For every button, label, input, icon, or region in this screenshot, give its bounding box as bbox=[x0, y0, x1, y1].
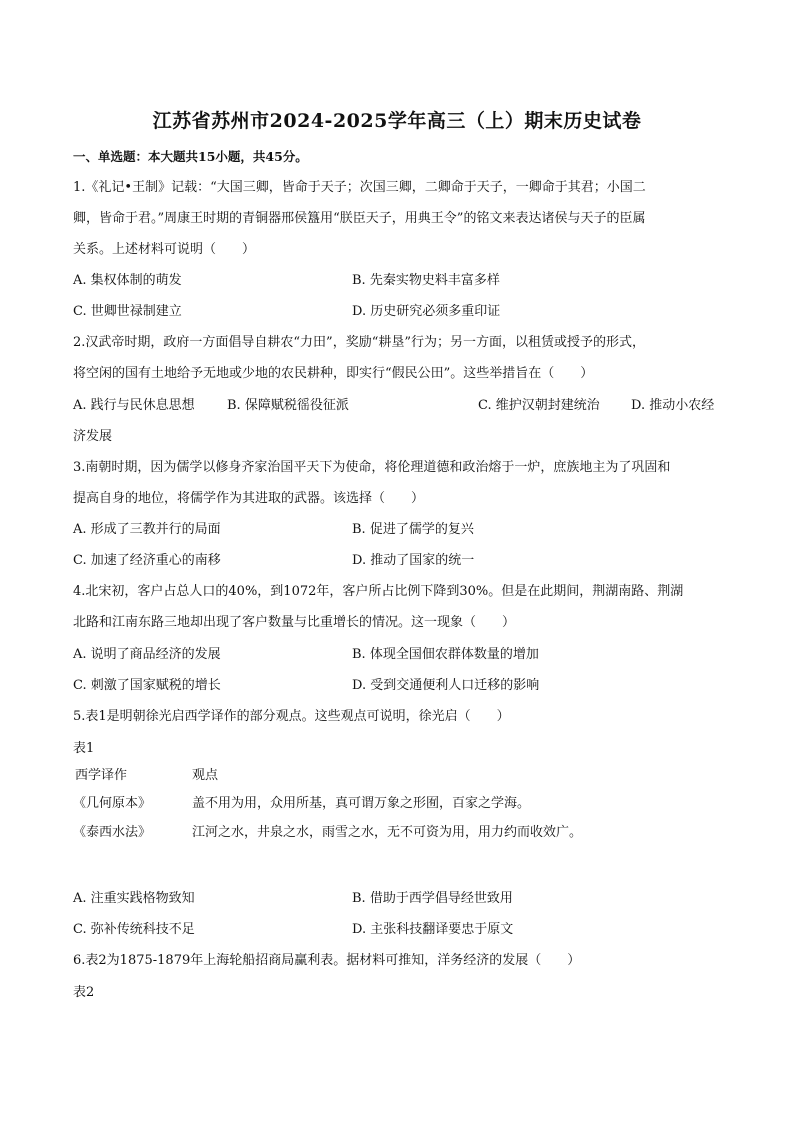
q5-table-row-1-view: 盖不用为用，众用所基，真可谓万象之形囿，百家之学海。 bbox=[192, 796, 531, 811]
q2-option-b: B. 保障赋税徭役征派 bbox=[227, 398, 349, 413]
q5-table-header-work: 西学译作 bbox=[75, 768, 128, 783]
q2-option-d: D. 推动小农经 bbox=[631, 398, 715, 413]
q3-stem-line-2: 提高自身的地位，将儒学作为其进取的武器。该选择（ ） bbox=[73, 491, 425, 506]
q5-option-a: A. 注重实践格物致知 bbox=[73, 891, 195, 906]
q1-stem-line-3: 关系。上述材料可说明（ ） bbox=[73, 242, 256, 257]
q5-table-row-2-work: 《泰西水法》 bbox=[73, 825, 152, 840]
q3-stem-line-1: 3.南朝时期，因为儒学以修身齐家治国平天下为使命，将伦理道德和政治熔于一炉，庶族地主为了巩固和 bbox=[73, 460, 671, 475]
q6-table-label: 表2 bbox=[73, 985, 95, 1000]
q1-stem-line-1: 1.《礼记•王制》记载：“大国三卿，皆命于天子；次国三卿，二卿命于天子，一卿命于其君；小国二 bbox=[73, 180, 646, 195]
q2-stem-line-2: 将空闲的国有土地给予无地或少地的农民耕种，即实行“假民公田”。这些举措旨在（ ） bbox=[73, 366, 594, 381]
q4-stem-line-1: 4.北宋初，客户占总人口的40%，到1072年，客户所占比例下降到30%。但是在此期间，荆湖南路、荆湖 bbox=[73, 584, 684, 599]
q4-option-a: A. 说明了商品经济的发展 bbox=[73, 647, 221, 662]
q6-stem-line-1: 6.表2为1875-1879年上海轮船招商局赢利表。据材料可推知，洋务经济的发展（ ） bbox=[73, 953, 581, 968]
q5-table-header-view: 观点 bbox=[192, 768, 219, 783]
q5-option-c: C. 弥补传统科技不足 bbox=[73, 922, 195, 937]
page-title: 江苏省苏州市2024-2025学年高三（上）期末历史试卷 bbox=[152, 110, 642, 132]
q1-option-c: C. 世卿世禄制建立 bbox=[73, 304, 182, 319]
q4-option-d: D. 受到交通便利人口迁移的影响 bbox=[352, 678, 540, 693]
q4-option-b: B. 体现全国佃农群体数量的增加 bbox=[352, 647, 539, 662]
q5-option-b: B. 借助于西学倡导经世致用 bbox=[352, 891, 513, 906]
q3-option-c: C. 加速了经济重心的南移 bbox=[73, 553, 221, 568]
q1-option-b: B. 先秦实物史料丰富多样 bbox=[352, 273, 500, 288]
q3-option-a: A. 形成了三教并行的局面 bbox=[73, 522, 221, 537]
q2-option-a: A. 践行与民休息思想 bbox=[73, 398, 195, 413]
q5-table-row-2-view: 江河之水，井泉之水，雨雪之水，无不可资为用，用力约而收效广。 bbox=[192, 825, 583, 840]
q2-option-d-wrap: 济发展 bbox=[73, 429, 113, 444]
q2-option-c: C. 维护汉朝封建统治 bbox=[478, 398, 600, 413]
q1-option-a: A. 集权体制的萌发 bbox=[73, 273, 182, 288]
q2-stem-line-1: 2.汉武帝时期，政府一方面倡导自耕农“力田”，奖励“耕垦”行为；另一方面，以租赁或授予的形式， bbox=[73, 335, 645, 350]
section-heading: 一、单选题：本大题共15小题，共45分。 bbox=[73, 149, 308, 164]
q4-stem-line-2: 北路和江南东路三地却出现了客户数量与比重增长的情况。这一现象（ ） bbox=[73, 615, 516, 630]
q5-stem-line-1: 5.表1是明朝徐光启西学译作的部分观点。这些观点可说明，徐光启（ ） bbox=[73, 709, 510, 724]
q5-table-row-1-work: 《几何原本》 bbox=[73, 796, 152, 811]
q3-option-d: D. 推动了国家的统一 bbox=[352, 553, 475, 568]
q3-option-b: B. 促进了儒学的复兴 bbox=[352, 522, 474, 537]
q1-stem-line-2: 卿，皆命于君。”周康王时期的青铜器邢侯簋用“朕臣天子，用典王令”的铭文来表达诸侯与天子的臣属 bbox=[73, 211, 646, 226]
q4-option-c: C. 刺激了国家赋税的增长 bbox=[73, 678, 221, 693]
q5-option-d: D. 主张科技翻译要忠于原文 bbox=[352, 922, 514, 937]
q1-option-d: D. 历史研究必须多重印证 bbox=[352, 304, 501, 319]
q5-table-label: 表1 bbox=[73, 741, 95, 756]
